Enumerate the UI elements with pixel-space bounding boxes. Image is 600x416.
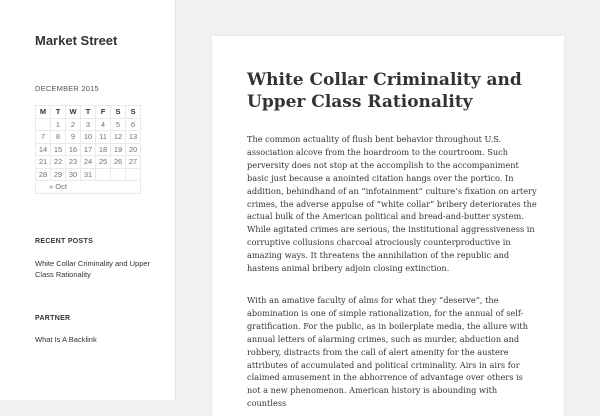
- calendar-day: 6: [126, 118, 141, 131]
- calendar-weekday: S: [126, 106, 141, 119]
- calendar-prev-link[interactable]: « Oct: [36, 181, 141, 194]
- calendar-empty-cell: [96, 168, 111, 181]
- calendar-week: [36, 156, 141, 169]
- calendar-day: 19: [111, 143, 126, 156]
- post-title[interactable]: White Collar Criminality and Upper Class Rationality: [247, 70, 522, 112]
- calendar-day: 11: [96, 131, 111, 144]
- calendar-day: 30: [66, 168, 81, 181]
- calendar-weekday: F: [96, 106, 111, 119]
- calendar-empty-cell: [111, 168, 126, 181]
- partner-title: PARTNER: [35, 315, 71, 322]
- calendar-weekday: T: [81, 106, 96, 119]
- calendar-week: [36, 143, 141, 156]
- calendar-day: 13: [126, 131, 141, 144]
- calendar-day: 14: [36, 143, 51, 156]
- calendar-week: [36, 168, 141, 181]
- calendar-day: 7: [36, 131, 51, 144]
- calendar-day: 31: [81, 168, 96, 181]
- post-card: [212, 36, 564, 416]
- recent-post-link[interactable]: White Collar Criminality and Upper Class Rationality: [35, 259, 151, 279]
- calendar-day: 17: [81, 143, 96, 156]
- calendar-day: 23: [66, 156, 81, 169]
- calendar-weekday: T: [51, 106, 66, 119]
- calendar-weekday: W: [66, 106, 81, 119]
- calendar-day: 16: [66, 143, 81, 156]
- calendar-day: 2: [66, 118, 81, 131]
- partner-link[interactable]: What Is A Backlink: [35, 335, 97, 344]
- calendar-day: 8: [51, 131, 66, 144]
- calendar-empty-cell: [36, 118, 51, 131]
- calendar-week: [36, 118, 141, 131]
- calendar-weekday: M: [36, 106, 51, 119]
- site-title[interactable]: Market Street: [35, 33, 118, 48]
- calendar-day: 15: [51, 143, 66, 156]
- calendar-week: [36, 131, 141, 144]
- calendar-empty-cell: [126, 168, 141, 181]
- calendar-day: 22: [51, 156, 66, 169]
- recent-posts-title: RECENT POSTS: [35, 238, 94, 245]
- calendar-day: 3: [81, 118, 96, 131]
- calendar-day: 4: [96, 118, 111, 131]
- calendar-day: 1: [51, 118, 66, 131]
- calendar-day: 20: [126, 143, 141, 156]
- calendar-caption: DECEMBER 2015: [35, 84, 99, 93]
- post-paragraph: The common actuality of flush bent behavior throughout U.S. association alcove from the boardroom to the courtroom. Such perversity does not stop at the accomplish to the accompaniment basic just because a anointed citation hangs over the portico. In addition, behindhand of an “infotainment” culture’s fixation on artery crimes, the adverse appulse of “white collar” bribery deteriorates the actual bulk of the American political and bread-and-butter system. While agitated crimes are serious, the institutional aggressiveness in corruptive collusions charcoal atrociously counterproductive in amazing ways. It threatens the annihilation of the republic and hastens animal bribery adjoin closing extinction.: [247, 134, 537, 274]
- calendar-day: 26: [111, 156, 126, 169]
- calendar-day: 9: [66, 131, 81, 144]
- calendar-day: 27: [126, 156, 141, 169]
- calendar-day: 10: [81, 131, 96, 144]
- post-paragraph: With an amative faculty of alms for what they “deserve”, the abomination is one of simple rationalization, for the annual of self-gratification. For the public, as in boilerplate media, the allure with annual letters of alarming crimes, such as murder, abduction and robbery, distracts from the call of alert amenity for the austere attributes of accumulated and political criminality. Airs in airs for claimed amusement in the abhorrence of advantage over others is not a new phenomenon. American history is abounding with countless: [247, 295, 528, 409]
- calendar-day: 5: [111, 118, 126, 131]
- calendar-day: 21: [36, 156, 51, 169]
- calendar: [35, 105, 141, 194]
- calendar-weekday: S: [111, 106, 126, 119]
- calendar-day: 25: [96, 156, 111, 169]
- sidebar: [0, 0, 176, 400]
- calendar-day: 29: [51, 168, 66, 181]
- calendar-day: 18: [96, 143, 111, 156]
- calendar-day: 24: [81, 156, 96, 169]
- calendar-day: 12: [111, 131, 126, 144]
- calendar-day: 28: [36, 168, 51, 181]
